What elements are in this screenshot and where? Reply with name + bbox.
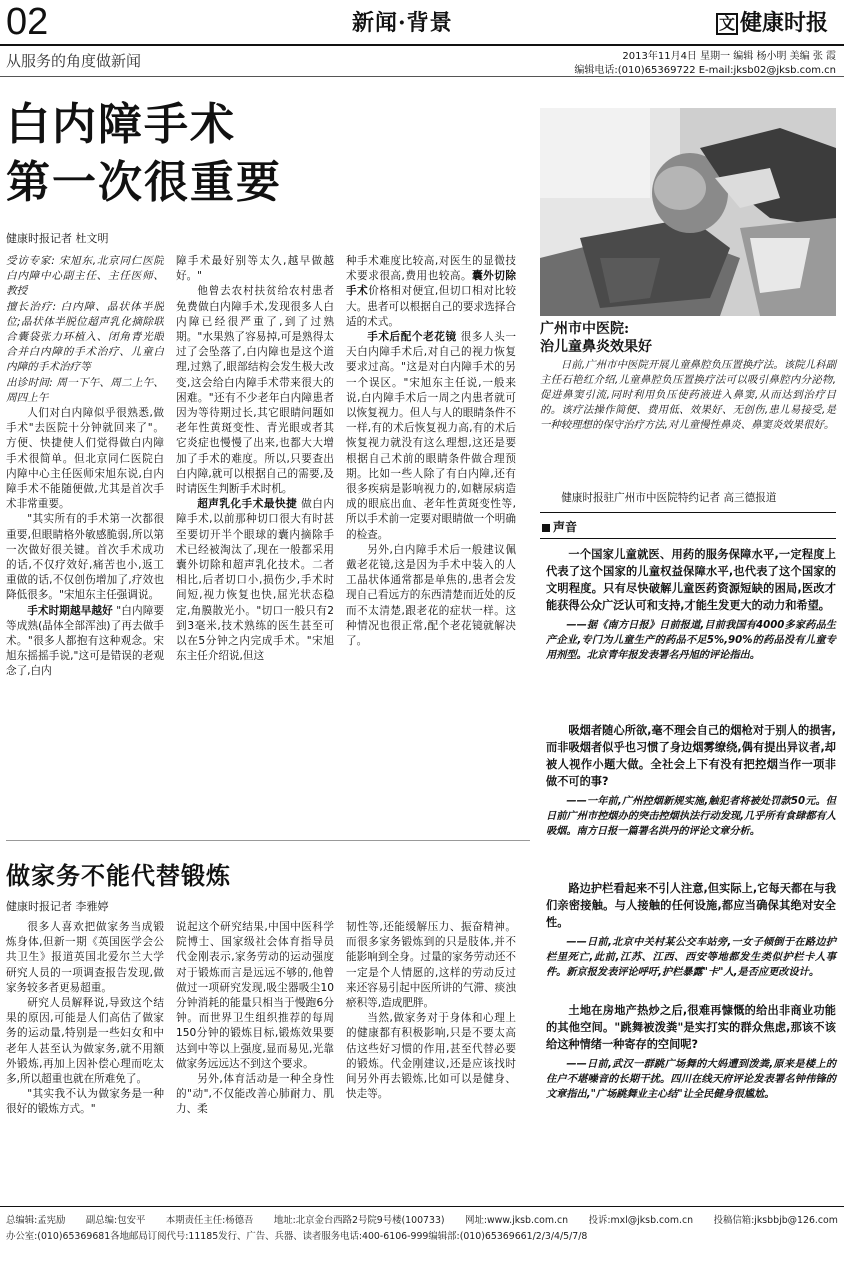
footer-item: 各地邮局订阅代号:11185 <box>110 1231 219 1242</box>
article1-col1-paragraph: 擅长治疗: 白内障、晶状体半脱位;晶状体半脱位超声乳化摘除联合囊袋张力环植入、闭角青光眼合并白内障的手术治疗、儿童白内障的手术治疗等 <box>6 300 164 374</box>
voice-quote-text: 一个国家儿童就医、用药的服务保障水平,一定程度上代表了这个国家的儿童权益保障水平,也代表了这个国家的文明程度。只有尽快破解儿童医药资源短缺的困局,医改才能获得公众广泛认可和支持,才能生发更大的动力和希望。 <box>546 548 836 612</box>
voice-comment-text: ——一年前,广州控烟新规实施,触犯者将被处罚款50元。但日前广州市控烟办的突击控烟执法行动发现,几乎所有食肆都有人吸烟。南方日报一篇署名洪丹的评论文章分析。 <box>546 796 836 837</box>
article1-col1-paragraph: "其实所有的手术第一次都很重要,但眼睛格外敏感脆弱,所以第一次做好很关键。首次手术成功的话,不仅疗效好,痛苦也小,返工重做的话,不仅创伤增加了,疗效也降低很多。"宋旭东主任强调说。 <box>6 513 164 602</box>
voice-quote <box>546 722 836 839</box>
article1-column-2 <box>176 254 334 834</box>
article2-column-1 <box>6 920 164 1200</box>
footer-rule <box>0 1206 844 1207</box>
logo-mark-icon: 文 <box>716 13 738 35</box>
article2-col1-paragraph: 很多人喜欢把做家务当成锻炼身体,但新一期《英国医学会公共卫生》报道英国北爱尔兰大学研究人员的一项调查报告发现,做家务较多者更易超重。 <box>6 921 164 994</box>
voice-comment-text: ——据《南方日报》日前报道,目前我国有4000多家药品生产企业,专门为儿童生产的药品不足5%,90%的药品没有儿童专用剂型。北京青年报发表署名丹旭的评论指出。 <box>546 620 836 661</box>
voice-comment <box>546 618 836 663</box>
voice-comment-text: ——日前,北京中关村某公交车站旁,一女子倾倒于在路边护栏里死亡,此前,江苏、江西、西安等地都发生类似护栏卡人事件。新京报发表评论呼吁,护栏暴露"卡"人,是否应更改设计。 <box>546 937 836 978</box>
voice-quote-text: 土地在房地产热炒之后,很难再慷慨的给出非商业功能的其他空间。"跳舞被泼粪"是实打实的群众焦虑,那该不该给这种情绪一种寄存的空间呢? <box>546 1004 836 1051</box>
article1-col3-paragraph: 种手术难度比较高,对医生的显微技术要求很高,费用也较高。囊外切除手术价格相对便宜,但切口相对比较大。患者可以根据自己的要求选择合适的术式。 <box>346 255 516 328</box>
editor-contact: 编辑电话:(010)65369722 E-mail:jksb02@jksb.com.cn <box>574 65 836 76</box>
caption-title-line-1: 广州市中医院: <box>540 321 630 337</box>
newspaper-logo <box>716 6 828 37</box>
news-photo <box>540 108 836 316</box>
voice-quote <box>546 546 836 663</box>
article1-col1-paragraph: 出诊时间: 周一下午、周二上午、周四上午 <box>6 376 164 404</box>
caption-byline: 健康时报驻广州市中医院特约记者 高三德报道 <box>561 492 777 504</box>
caption-text: 日前,广州市中医院开展儿童鼻腔负压置换疗法。该院儿科副主任石艳红介绍,儿童鼻腔负压置换疗法可以吸引鼻腔内分泌物,促进鼻窦引流,同时利用负压使药液进入鼻窦,从而达到治疗目的。该疗法操作简便、费用低、效果好、无创伤,患儿易接受,是一种较理想的保守治疗方法,对儿童慢性鼻炎、鼻窦炎效果很好。 <box>540 359 836 431</box>
article1-col2-paragraph: 超声乳化手术最快捷 做白内障手术,以前那种切口很大有时甚至要切开半个眼球的囊内摘除手术已经被淘汰了,现在一般都采用囊外切除和超声乳化技术。二者相比,后者切口小,损伤少,手术时间短,视力恢复也快,屈光状态稳定,角膜散光小。"切口一般只有2到3毫米,技术熟练的医生甚至可以在5分钟之内完成手术。"宋旭东主任介绍说,但这 <box>176 498 334 663</box>
header-divider <box>0 76 844 77</box>
voice-comment-text: ——日前,武汉一群跳广场舞的大妈遭到泼粪,原来是楼上的住户不堪噪音的长期干扰。四川在线天府评论发表署名钟伟锋的文章指出,"广场跳舞业主心结"让全民健身很尴尬。 <box>546 1059 836 1100</box>
voice-heading-rule <box>540 538 836 539</box>
footer-item: 副总编:包安平 <box>85 1215 146 1226</box>
voice-quote-text: 路边护栏看起来不引人注意,但实际上,它每天都在与我们亲密接触。与人接触的任何设施,都应当确保其绝对安全性。 <box>546 882 836 929</box>
footer-item: 本期责任主任:杨德吾 <box>165 1215 254 1226</box>
footer-item: 投稿信箱:jksbbjb@126.com <box>713 1215 838 1226</box>
article1-column-3 <box>346 254 516 834</box>
article2-col3-paragraph: 韧性等,还能缓解压力、振奋精神。而很多家务锻炼到的只是肢体,并不能影响到全身。过量的家务劳动还不一定是个人情愿的,这样的劳动反过来还容易引起中医所讲的气滞、痰浊瘀积等,造成肥胖。 <box>346 921 516 1010</box>
headline-line-1: 白内障手术 <box>6 99 236 150</box>
article1-col1-paragraph: 人们对白内障似乎很熟悉,做手术"去医院十分钟就回来了"。方便、快捷使人们觉得做白内障手术很简单。但北京同仁医院白内障中心主任医师宋旭东说,白内障手术不能随便做,尤其是首次手术非常重要。 <box>6 407 164 511</box>
section-title: 新闻·背景 <box>352 10 453 36</box>
logo-text: 健康时报 <box>740 10 829 36</box>
article1-col2-paragraph: 障手术最好别等太久,越早做越好。" <box>176 255 334 283</box>
photo-child-treatment <box>540 108 836 316</box>
voice-heading <box>542 518 577 535</box>
footer-item: 编辑部:(010)65369661/2/3/4/5/7/8 <box>428 1231 588 1242</box>
byline: 健康时报记者 杜文明 <box>6 232 109 245</box>
footer-item: 地址:北京金台西路2号院9号楼(100733) <box>273 1215 445 1226</box>
article1-col1-paragraph: 受访专家: 宋旭东,北京同仁医院白内障中心副主任、主任医师、教授 <box>6 255 164 298</box>
voice-comment <box>546 794 836 839</box>
article2-column-3 <box>346 920 516 1200</box>
footer-item: 发行、广告、兵器、读者服务电话:400-6106-999 <box>218 1231 429 1242</box>
voice-quote <box>546 1002 836 1102</box>
article2-byline: 健康时报记者 李雅婷 <box>6 900 109 913</box>
photo-caption-title <box>540 320 652 356</box>
article2-col2-paragraph: 另外,体育活动是一种全身性的"动",不仅能改善心肺耐力、肌力、柔 <box>176 1073 334 1116</box>
headline-line-2: 第一次很重要 <box>6 157 282 208</box>
voice-heading-label: 声音 <box>553 520 578 534</box>
article2-col2-paragraph: 说起这个研究结果,中国中医科学院博士、国家级社会体育指导员代金刚表示,家务劳动的运动强度对于锻炼而言是远远不够的,他曾做过一项研究发现,吸尘器吸尘10分钟消耗的能量只相当于慢跑6分钟。而世界卫生组织推荐的每周150分钟的锻炼目标,锻炼效果要达到中等以上强度,显而易见,光靠做家务远远达不到这个要求。 <box>176 921 334 1070</box>
article2-col3-paragraph: 当然,做家务对于身体和心理上的健康都有积极影响,只是不要太高估这些好习惯的作用,甚至代替必要的锻炼。代金刚建议,还是应该找时间另外再去锻炼,比如可以是健身、快走等。 <box>346 1012 516 1101</box>
header-rule <box>0 44 844 46</box>
square-bullet-icon <box>542 524 550 532</box>
footer-item: 投诉:mxl@jksb.com.cn <box>588 1215 694 1226</box>
footer-item: 总编辑:孟宪励 <box>6 1215 66 1226</box>
article2-column-2 <box>176 920 334 1200</box>
caption-title-line-2: 治儿童鼻炎效果好 <box>540 339 652 355</box>
voice-comment <box>546 935 836 980</box>
article2-headline: 做家务不能代替锻炼 <box>6 861 231 890</box>
footer-line-1 <box>6 1212 838 1226</box>
footer-line-2 <box>6 1228 588 1242</box>
article2-col1-paragraph: 研究人员解释说,导致这个结果的原因,可能是人们高估了做家务的运动量,特别是一些妇女和中老年人甚至认为做家务,就不用额外锻炼,再加上因补偿心理而吃太多,所以超重也就在所难免了。 <box>6 997 164 1086</box>
photo-caption-body <box>540 358 836 433</box>
footer-item: 办公室:(010)65369681 <box>6 1231 111 1242</box>
page-number: 02 <box>6 1 49 43</box>
article1-col2-paragraph: 他曾去农村扶贫给农村患者免费做白内障手术,发现很多人白内障已经很严重了,到了过熟期。"水果熟了容易掉,可是熟得太过了会坠落了,白内障也是这个道理,过熟了,眼部结构会发生极大改变,这会给白内障手术带来很大的困难。"还有不少老年白内障患者因为等待期过长,其它眼睛问题如老年性黄斑变性、青光眼或者其它炎症也慢慢了出来,也都大大增加了手术的难度。所以,只要查出白内障,就可以根据自己的需要,及时请医生判断手术时机。 <box>176 285 334 496</box>
article2-rule <box>6 840 530 841</box>
voice-comment <box>546 1057 836 1102</box>
footer-item: 网址:www.jksb.com.cn <box>465 1215 569 1226</box>
voice-quote-text: 吸烟者随心所欲,毫不理会自己的烟枪对于别人的损害,而非吸烟者似乎也习惯了身边烟雾缭绕,偶有提出异议者,却被人视作小题大做。全社会上下有没有把控烟当作一项非做不可的事? <box>546 724 836 788</box>
article1-col3-paragraph: 手术后配个老花镜 很多人头一天白内障手术后,对自己的视力恢复要求过高。"这是对白内障手术的另一个误区。"宋旭东主任说,一般来说,白内障手术后一周之内患者就可以恢复视力。但人与人的眼睛条件不一样,有的术后恢复视力高,有的术后恢复视力就没有这么理想,这还是要根据自己术前的眼睛条件做合理预期。比如一些人除了有白内障,还有很多疾病是影响视力的,如糖尿病造成的眼底出血、老年性黄斑变性等,所以手术前一定要对眼睛做一个明确的检查。 <box>346 331 516 541</box>
voice-top-rule <box>540 512 836 513</box>
slogan: 从服务的角度做新闻 <box>6 52 142 70</box>
article1-col1-paragraph: 手术时期越早越好 "白内障要等成熟(晶体全部浑浊)了再去做手术。"很多人都抱有这种观念。宋旭东摇摇手说,"这可是错误的老观念了,白内 <box>6 604 164 678</box>
voice-quote <box>546 880 836 980</box>
issue-meta: 2013年11月4日 星期一 编辑 杨小明 美编 张 霞 <box>622 51 836 62</box>
article2-col1-paragraph: "其实我不认为做家务是一种很好的锻炼方式。" <box>6 1088 164 1116</box>
article1-column-1 <box>6 254 164 834</box>
article1-col3-paragraph: 另外,白内障手术后一般建议佩戴老花镜,这是因为手术中装入的人工晶状体通常都是单焦的,患者会发现自己看远方的东西清楚而近处的反而不太清楚,跟老花的症状一样。这种情况也很正常,配个老花镜就解决了。 <box>346 543 516 648</box>
